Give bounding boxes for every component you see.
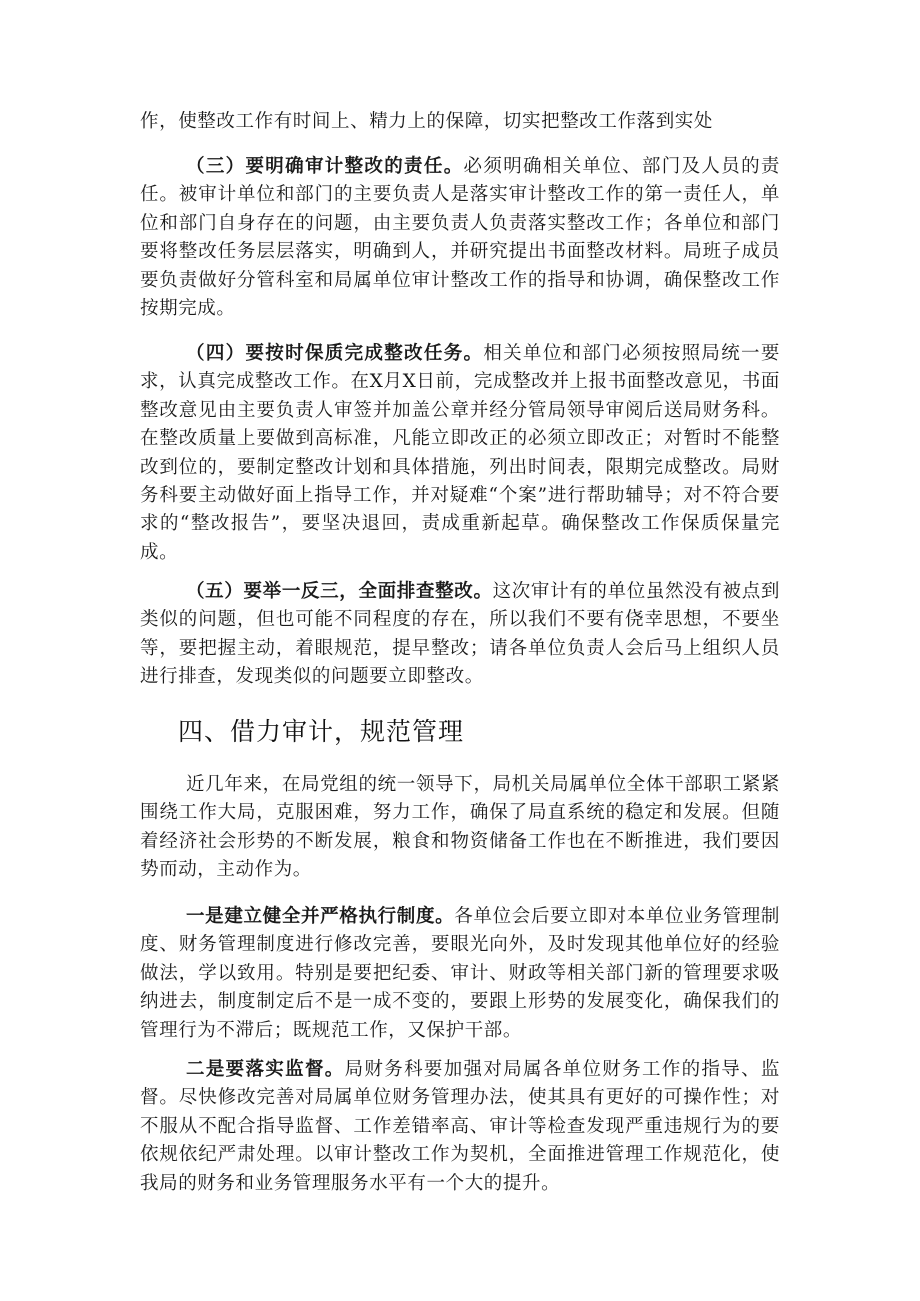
paragraph-text: 必须明确相关单位、部门及人员的责任。被审计单位和部门的主要负责人是落实审计整改工作的第一责任人，单位和部门自身存在的问题，由主要负责人负责落实整改工作；各单位和部门要将整改任务层层落实，明确到人，并研究提出书面整改材料。局班子成员要负责做好分管科室和局属单位审计整改工作的指导和协调，确保整改工作按期完成。: [140, 156, 781, 320]
paragraph-lead: （五）要举一反三，全面排查整改。: [186, 581, 493, 602]
paragraph-text: 近几年来，在局党组的统一领导下，局机关局属单位全体干部职工紧紧围绕工作大局，克服困难，努力工作，确保了局直系统的稳定和发展。但随着经济社会形势的不断发展，粮食和物资储备工作也在不断推进，我们要因势而动，主动作为。: [140, 774, 780, 881]
paragraph-text: 相关单位和部门必须按照局统一要求，认真完成整改工作。在X月X日前，完成整改并上报书面整改意见，书面整改意见由主要负责人审签并加盖公章并经分管局领导审阅后送局财务科。在整改质量上要做到高标准，凡能立即改正的必须立即改正；对暂时不能整改到位的，要制定整改计划和具体措施，列出时间表，限期完成整改。局财务科要主动做好面上指导工作，并对疑难“个案”进行帮助辅导；对不符合要求的“整改报告”，要坚决退回，责成重新起草。确保整改工作保质保量完成。: [140, 343, 780, 563]
paragraph-lead: （四）要按时保质完成整改任务。: [186, 343, 484, 364]
paragraph-lead: 二是要落实监督。: [186, 1059, 345, 1080]
paragraph-text: 这次审计有的单位虽然没有被点到类似的问题，但也可能不同程度的存在，所以我们不要有侥幸思想，不要坐等，要把握主动，着眼规范，提早整改；请各单位负责人会后马上组织人员进行排查，发现类似的问题要立即整改。: [140, 581, 780, 688]
section-heading: 四、借力审计，规范管理: [178, 717, 465, 746]
paragraph-item-five: [140, 578, 780, 692]
paragraph-text: 作，使整改工作有时间上、精力上的保障，切实把整改工作落到实处: [140, 111, 714, 132]
paragraph-point-one: [140, 903, 780, 1045]
paragraph-lead: （三）要明确审计整改的责任。: [186, 156, 464, 177]
paragraph-point-two: [140, 1056, 780, 1198]
paragraph-intro: [140, 771, 780, 885]
paragraph-continuation: [140, 108, 780, 136]
paragraph-item-three: [140, 153, 780, 323]
paragraph-item-four: [140, 340, 780, 567]
paragraph-text: 局财务科要加强对局属各单位财务工作的指导、监督。尽快修改完善对局属单位财务管理办法，使其具有更好的可操作性；对不服从不配合指导监督、工作差错率高、审计等检查发现严重违规行为的要依规依纪严肃处理。以审计整改工作为契机，全面推进管理工作规范化，使我局的财务和业务管理服务水平有一个大的提升。: [140, 1059, 780, 1194]
paragraph-lead: 一是建立健全并严格执行制度。: [186, 906, 455, 927]
paragraph-text: 各单位会后要立即对本单位业务管理制度、财务管理制度进行修改完善，要眼光向外，及时发现其他单位好的经验做法，学以致用。特别是要把纪委、审计、财政等相关部门新的管理要求吸纳进去，制度制定后不是一成不变的，要跟上形势的发展变化，确保我们的管理行为不滞后；既规范工作，又保护干部。: [140, 906, 781, 1041]
